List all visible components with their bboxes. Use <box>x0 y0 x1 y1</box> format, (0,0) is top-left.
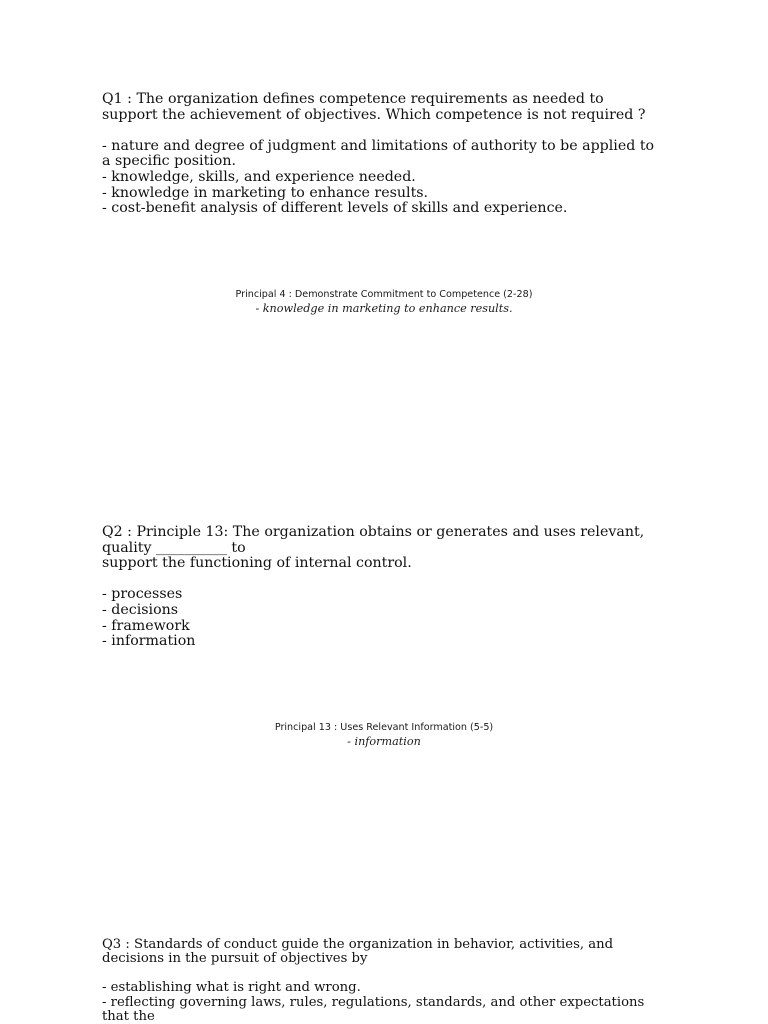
question-2-text-line-1: Q2 : Principle 13: The organization obtains or generates and uses relevant, <box>102 524 645 540</box>
question-2 <box>102 525 682 650</box>
answer-2-text: - information <box>347 735 421 748</box>
question-3-option-line-2: - reflecting governing laws, rules, regulations, standards, and other expectations <box>102 994 645 1010</box>
question-3-text-line-1: Q3 : Standards of conduct guide the organization in behavior, activities, and <box>102 937 614 952</box>
spacer <box>102 572 682 588</box>
answer-1-text: - knowledge in marketing to enhance results. <box>255 302 513 315</box>
question-3-option-line-1: - establishing what is right and wrong. <box>102 980 361 996</box>
question-2-text-line-2: quality __________ to <box>102 539 246 556</box>
question-1-text-line-2: support the achievement of objectives. Which competence is not required ? <box>102 106 646 123</box>
question-1-text-line-1: Q1 : The organization defines competence requirements as needed to <box>102 91 604 107</box>
question-3-text-line-2: decisions in the pursuit of objectives by <box>102 951 368 967</box>
question-2-option-line-4: - information <box>102 633 196 650</box>
question-3-option-line-3: that the <box>102 1009 155 1024</box>
answer-2 <box>0 721 768 750</box>
question-2-option-line-3: - framework <box>102 617 190 634</box>
question-2-option-line-1: - processes <box>102 586 183 603</box>
question-1 <box>102 92 682 217</box>
spacer <box>102 967 682 981</box>
question-1-option-line-2: a specific position. <box>102 153 236 170</box>
question-2-option-line-2: - decisions <box>102 601 179 618</box>
question-2-text-line-3: support the functioning of internal control. <box>102 555 412 572</box>
answer-2-reference: Principal 13 : Uses Relevant Information (5-5) <box>274 722 494 733</box>
answer-1 <box>0 288 768 317</box>
question-3 <box>102 938 682 1024</box>
question-1-option-line-5: - cost-benefit analysis of different levels of skills and experience. <box>102 200 568 217</box>
answer-1-reference: Principal 4 : Demonstrate Commitment to Competence (2-28) <box>235 289 533 300</box>
question-1-option-line-3: - knowledge, skills, and experience needed. <box>102 168 416 185</box>
question-1-option-line-4: - knowledge in marketing to enhance results. <box>102 184 429 201</box>
spacer <box>102 123 682 139</box>
question-1-option-line-1: - nature and degree of judgment and limitations of authority to be applied to <box>102 137 655 154</box>
